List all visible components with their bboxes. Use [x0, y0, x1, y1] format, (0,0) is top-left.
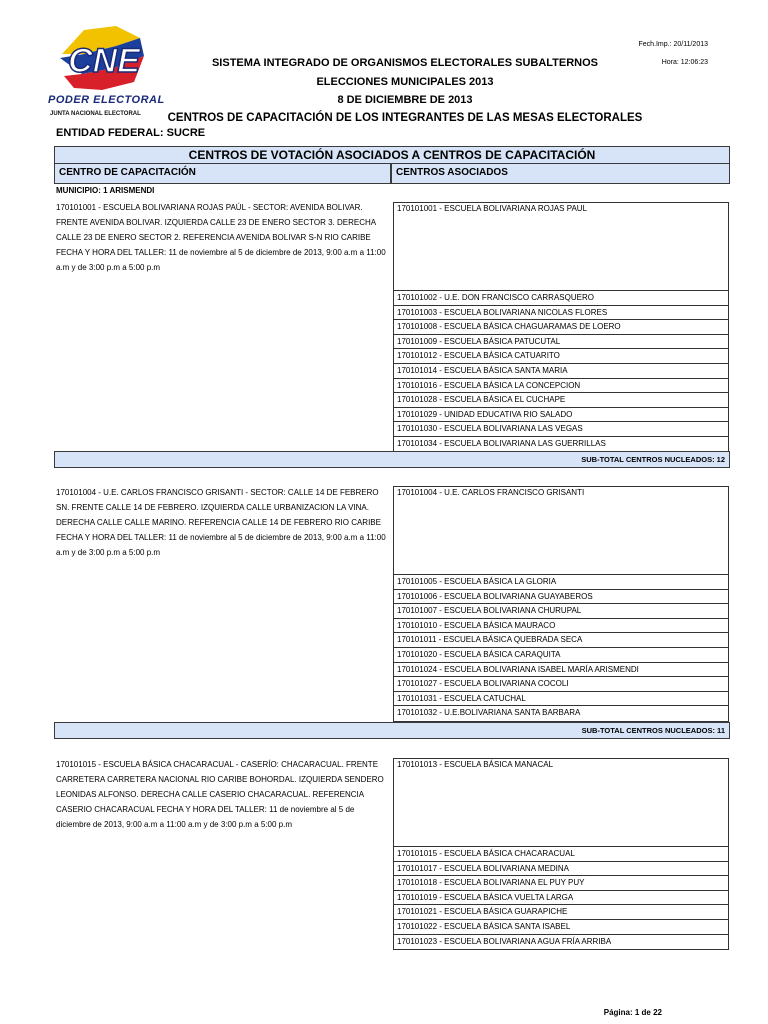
list-item: 170101018 - ESCUELA BOLIVARIANA EL PUY PUY — [394, 876, 728, 891]
logo-subtext: JUNTA NACIONAL ELECTORAL — [50, 111, 141, 117]
list-item: 170101001 - ESCUELA BOLIVARIANA ROJAS PAUL — [394, 203, 728, 291]
list-item: 170101015 - ESCUELA BÁSICA CHACARACUAL — [394, 847, 728, 862]
list-item: 170101016 - ESCUELA BÁSICA LA CONCEPCION — [394, 379, 728, 394]
list-item: 170101013 - ESCUELA BÁSICA MANACAL — [394, 759, 728, 847]
list-item: 170101010 - ESCUELA BÁSICA MAURACO — [394, 619, 728, 634]
list-item: 170101007 - ESCUELA BOLIVARIANA CHURUPAL — [394, 604, 728, 619]
list-item: 170101032 - U.E.BOLIVARIANA SANTA BARBARA — [397, 708, 581, 718]
print-date: Fech.Imp.: 20/11/2013 — [638, 41, 708, 48]
associated-centers-list — [393, 758, 729, 950]
list-item: 170101031 - ESCUELA CATUCHAL — [394, 692, 728, 707]
list-item: 170101021 - ESCUELA BÁSICA GUARAPICHE — [394, 905, 728, 920]
list-item: 170101012 - ESCUELA BÁSICA CATUARITO — [394, 349, 728, 364]
list-item: 170101014 - ESCUELA BÁSICA SANTA MARIA — [394, 364, 728, 379]
list-item: 170101008 - ESCUELA BÁSICA CHAGUARAMAS DE LOERO — [394, 320, 728, 335]
associated-centers-list — [393, 202, 729, 453]
list-item: 170101020 - ESCUELA BÁSICA CARAQUITA — [394, 648, 728, 663]
list-item: 170101011 - ESCUELA BÁSICA QUEBRADA SECA — [394, 633, 728, 648]
list-item: 170101005 - ESCUELA BÁSICA LA GLORIA — [394, 575, 728, 590]
list-item: 170101002 - U.E. DON FRANCISCO CARRASQUERO — [394, 291, 728, 306]
centro-description: 170101004 - U.E. CARLOS FRANCISCO GRISANTI - SECTOR: CALLE 14 DE FEBRERO SN. FRENTE CALLE 14 DE FEBRERO. IZQUIERDA CALLE URBANIZACION LA VINA. DERECHA CALLE CALLE MARINO. REFERENCIA CALLE 14 DE FEBRERO RIO CARIBE FECHA Y HORA DEL TALLER: 11 de noviembre al 5 de diciembre de 2013, 9:00 a.m a 11:00 a.m y de 3:00 p.m a 5:00 p.m — [56, 488, 386, 557]
centro-description: 170101015 - ESCUELA BÁSICA CHACARACUAL - CASERÍO: CHACARACUAL. FRENTE CARRETERA CARRETERA NACIONAL RIO CARIBE BOHORDAL. IZQUIERDA SENDERO LEONIDAS ALFONSO. DERECHA CALLE CASERIO CHACARACUAL. REFERENCIA CASERIO CHACARACUAL FECHA Y HORA DEL TALLER: 11 de noviembre al 5 de diciembre de 2013, 9:00 a.m a 11:00 a.m y de 3:00 p.m a 5:00 p.m — [56, 760, 384, 829]
list-item: 170101004 - U.E. CARLOS FRANCISCO GRISANTI — [394, 487, 728, 575]
list-item: 170101022 - ESCUELA BÁSICA SANTA ISABEL — [394, 920, 728, 935]
list-item: 170101019 - ESCUELA BÁSICA VUELTA LARGA — [394, 891, 728, 906]
municipio-label: MUNICIPIO: 1 ARISMENDI — [56, 186, 155, 195]
cne-logo — [46, 24, 166, 120]
list-item: 170101028 - ESCUELA BÁSICA EL CUCHAPE — [394, 393, 728, 408]
logo-text: PODER ELECTORAL — [48, 94, 165, 106]
column-header-asociados: CENTROS ASOCIADOS — [391, 164, 730, 184]
logo-mark: CNE — [68, 42, 140, 80]
entidad-federal: ENTIDAD FEDERAL: SUCRE — [56, 127, 206, 139]
list-item: 170101029 - UNIDAD EDUCATIVA RIO SALADO — [394, 408, 728, 423]
subtotal-row: SUB-TOTAL CENTROS NUCLEADOS: 11 — [54, 722, 730, 739]
list-item: 170101024 - ESCUELA BOLIVARIANA ISABEL MARÍA ARISMENDI — [394, 663, 728, 678]
list-item: 170101023 - ESCUELA BOLIVARIANA AGUA FRÍA ARRIBA — [397, 936, 612, 946]
header-system-title: SISTEMA INTEGRADO DE ORGANISMOS ELECTORALES SUBALTERNOS — [211, 57, 599, 69]
header-date: 8 DE DICIEMBRE DE 2013 — [337, 94, 473, 106]
list-item: 170101034 - ESCUELA BOLIVARIANA LAS GUERRILLAS — [397, 438, 606, 448]
list-item: 170101006 - ESCUELA BOLIVARIANA GUAYABEROS — [394, 590, 728, 605]
column-header-centro: CENTRO DE CAPACITACIÓN — [54, 164, 391, 184]
subtotal-row: SUB-TOTAL CENTROS NUCLEADOS: 12 — [54, 451, 730, 468]
page-number: Página: 1 de 22 — [603, 1008, 662, 1017]
cne-emblem-icon — [54, 24, 154, 94]
print-time: Hora: 12:06:23 — [661, 59, 708, 66]
list-item: 170101003 - ESCUELA BOLIVARIANA NICOLAS FLORES — [394, 306, 728, 321]
list-item: 170101027 - ESCUELA BOLIVARIANA COCOLI — [394, 677, 728, 692]
table-title: CENTROS DE VOTACIÓN ASOCIADOS A CENTROS DE CAPACITACIÓN — [54, 146, 730, 164]
list-item: 170101017 - ESCUELA BOLIVARIANA MEDINA — [394, 862, 728, 877]
header-election-title: ELECCIONES MUNICIPALES 2013 — [316, 76, 494, 88]
list-item: 170101030 - ESCUELA BOLIVARIANA LAS VEGAS — [394, 422, 728, 437]
list-item: 170101009 - ESCUELA BÁSICA PATUCUTAL — [394, 335, 728, 350]
centro-description: 170101001 - ESCUELA BOLIVARIANA ROJAS PAÚL - SECTOR: AVENIDA BOLIVAR. FRENTE AVENIDA BOLIVAR. IZQUIERDA CALLE 23 DE ENERO SECTOR 3. DERECHA CALLE 23 DE ENERO SECTOR 2. REFERENCIA AVENIDA BOLIVAR S-N RIO CARIBE FECHA Y HORA DEL TALLER: 11 de noviembre al 5 de diciembre de 2013, 9:00 a.m a 11:00 a.m y de 3:00 p.m a 5:00 p.m — [56, 203, 386, 272]
header-report-title: CENTROS DE CAPACITACIÓN DE LOS INTEGRANTES DE LAS MESAS ELECTORALES — [167, 112, 643, 124]
associated-centers-list — [393, 486, 729, 722]
